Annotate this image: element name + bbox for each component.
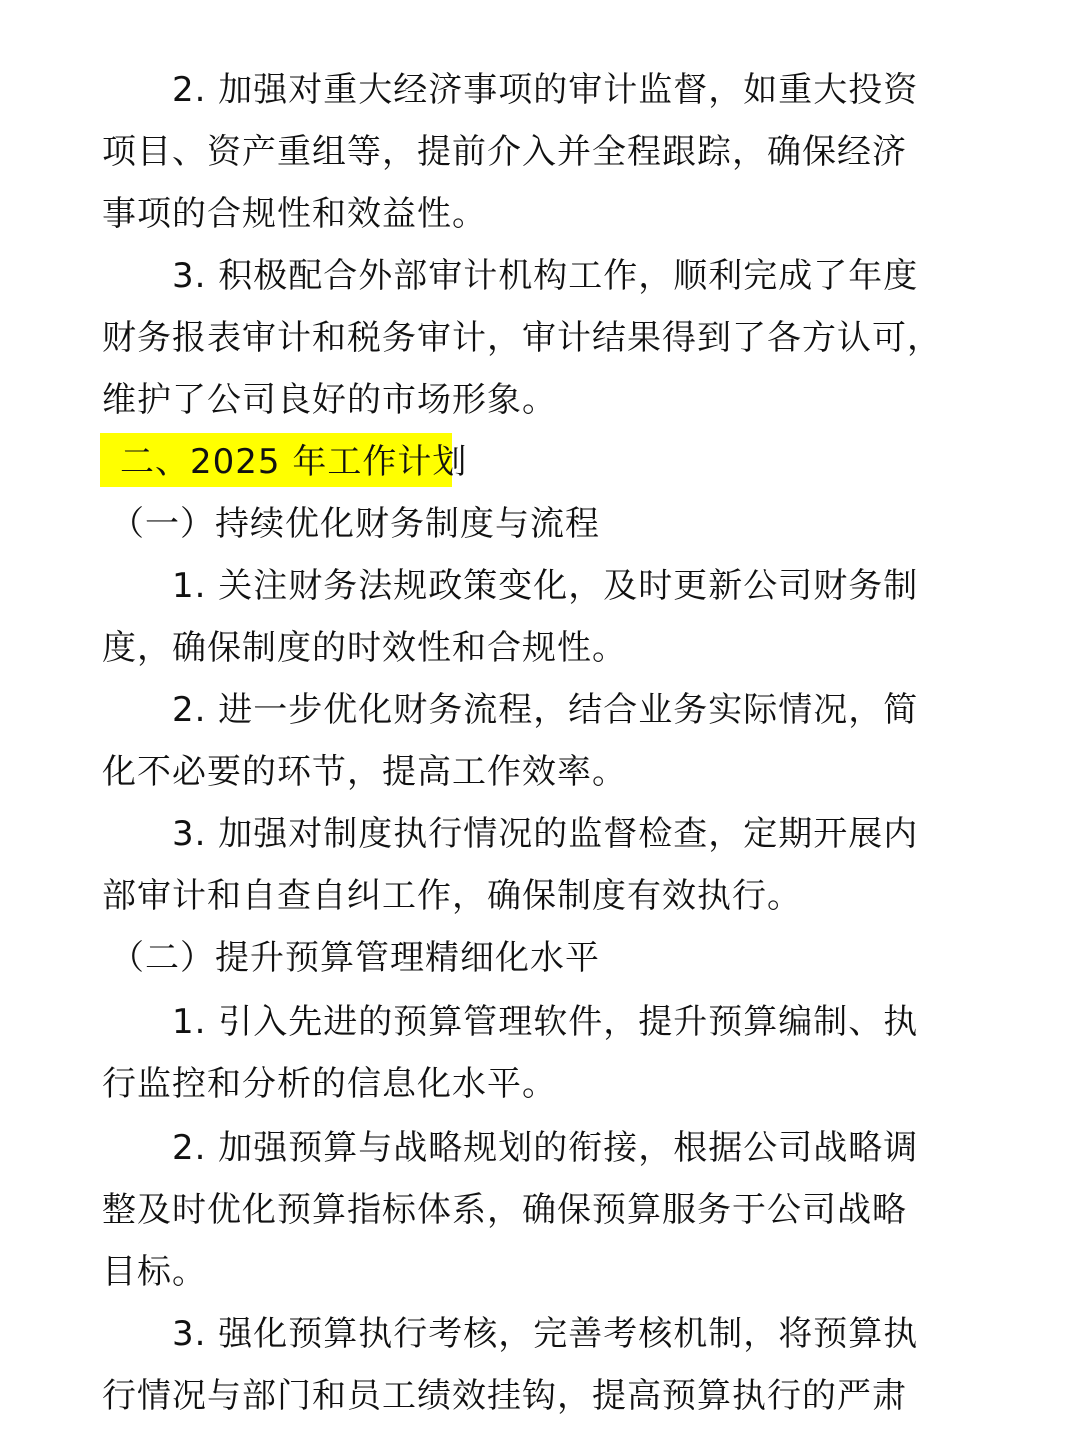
paragraph-line: 行监控和分析的信息化水平。 xyxy=(102,1064,557,1104)
paragraph-line: 3. 强化预算执行考核，完善考核机制，将预算执 xyxy=(172,1314,919,1354)
paragraph-line: 2. 加强预算与战略规划的衔接，根据公司战略调 xyxy=(172,1128,919,1168)
paragraph-line: 3. 加强对制度执行情况的监督检查，定期开展内 xyxy=(172,814,919,854)
subsection-heading: （二）提升预算管理精细化水平 xyxy=(110,938,600,978)
paragraph-line: 事项的合规性和效益性。 xyxy=(102,194,487,234)
paragraph-line: 目标。 xyxy=(102,1252,207,1292)
paragraph-line: 化不必要的环节，提高工作效率。 xyxy=(102,752,627,792)
paragraph-line: 整及时优化预算指标体系，确保预算服务于公司战略 xyxy=(102,1190,907,1230)
paragraph-line: 2. 进一步优化财务流程，结合业务实际情况，简 xyxy=(172,690,919,730)
paragraph-line: 维护了公司良好的市场形象。 xyxy=(102,380,557,420)
paragraph-line: 项目、资产重组等，提前介入并全程跟踪，确保经济 xyxy=(102,132,907,172)
paragraph-line: 3. 积极配合外部审计机构工作，顺利完成了年度 xyxy=(172,256,919,296)
paragraph-line: 1. 引入先进的预算管理软件，提升预算编制、执 xyxy=(172,1002,919,1042)
subsection-heading: （一）持续优化财务制度与流程 xyxy=(110,504,600,544)
paragraph-line: 部审计和自查自纠工作，确保制度有效执行。 xyxy=(102,876,802,916)
paragraph-line: 1. 关注财务法规政策变化，及时更新公司财务制 xyxy=(172,566,919,606)
paragraph-line: 行情况与部门和员工绩效挂钩，提高预算执行的严肃 xyxy=(102,1376,907,1416)
paragraph-line: 度，确保制度的时效性和合规性。 xyxy=(102,628,627,668)
section-heading: 二、2025 年工作计划 xyxy=(120,442,468,482)
paragraph-line: 2. 加强对重大经济事项的审计监督，如重大投资 xyxy=(172,70,919,110)
paragraph-line: 财务报表审计和税务审计，审计结果得到了各方认可， xyxy=(102,318,942,358)
